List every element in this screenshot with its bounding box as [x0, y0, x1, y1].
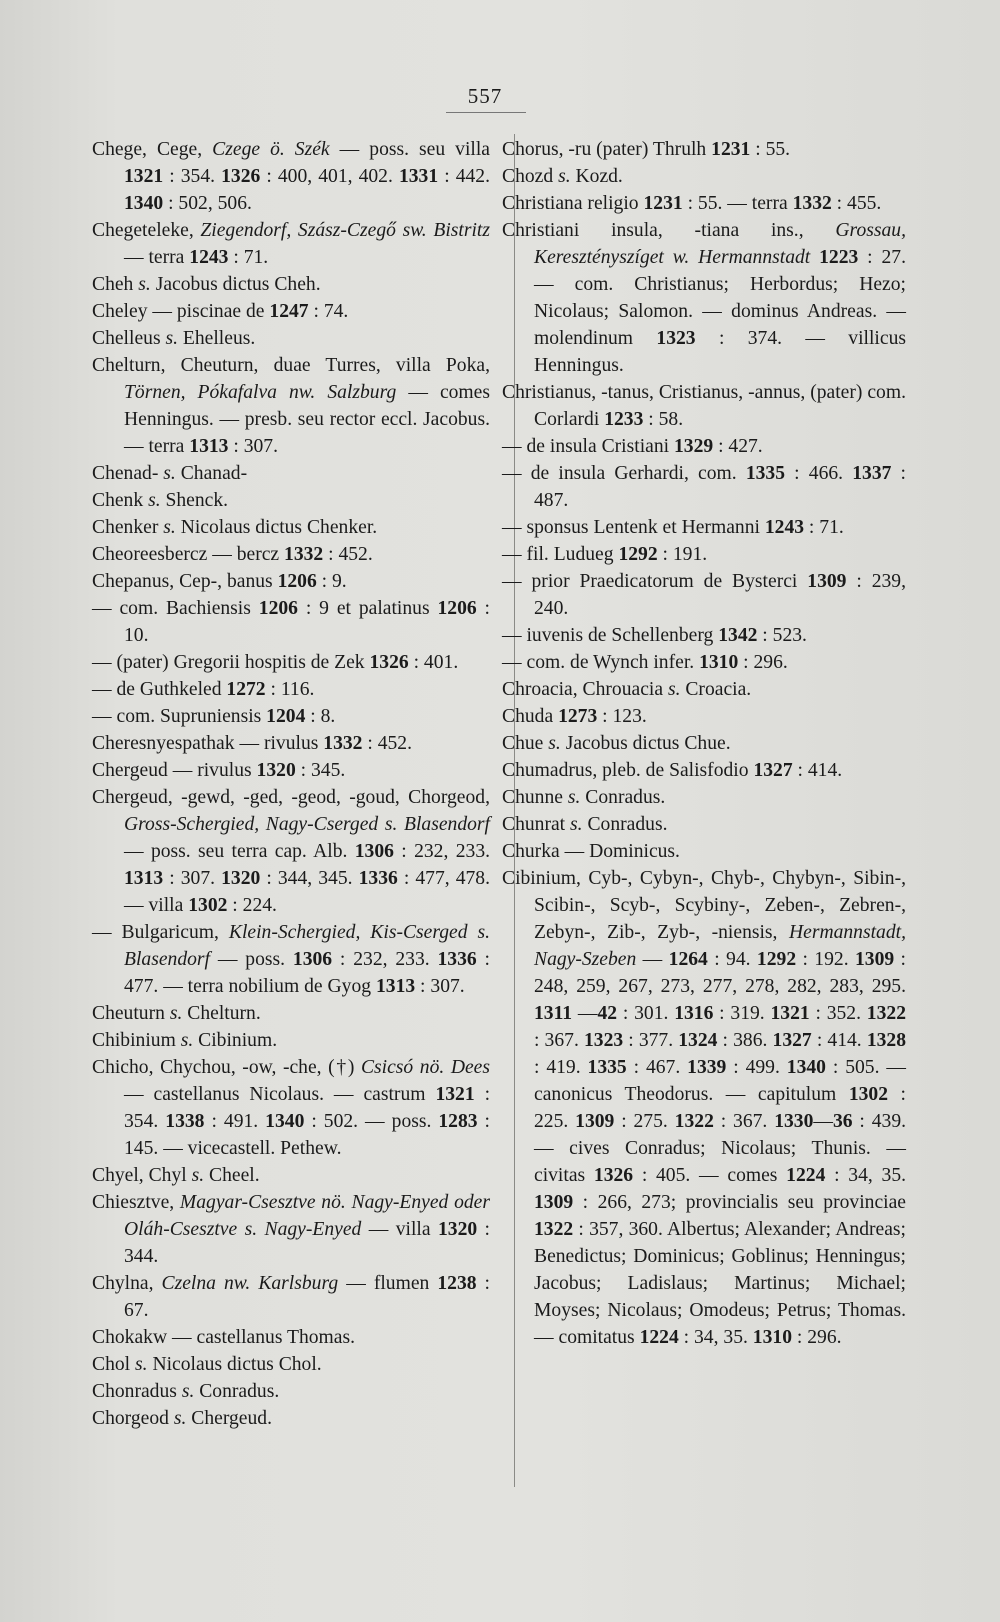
index-entry: Chelturn, Cheuturn, duae Turres, villa Poka, Törnen, Pókafalva nw. Salzburg — comes Henningus. — presb. seu rector eccl. Jacobus. — terra 1313 : 307. — [92, 355, 490, 457]
index-entry: Chepanus, Cep-, banus 1206 : 9. — [92, 571, 347, 592]
index-entry: — sponsus Lentenk et Hermanni 1243 : 71. — [502, 517, 844, 538]
index-entry: Chiesztve, Magyar-Csesztve nö. Nagy-Enyed oder Oláh-Csesztve s. Nagy-Enyed — villa 1320 : 344. — [92, 1192, 491, 1267]
index-entry: Chibinium s. Cibinium. — [92, 1030, 278, 1051]
index-entry: Cheoreesbercz — bercz 1332 : 452. — [92, 544, 373, 565]
index-entry: — de insula Gerhardi, com. 1335 : 466. 1337 : 487. — [502, 463, 907, 511]
index-column-right — [502, 136, 906, 1351]
index-entry: Chenker s. Nicolaus dictus Chenker. — [92, 517, 378, 538]
index-entry: Chumadrus, pleb. de Salisfodio 1327 : 414. — [502, 760, 843, 781]
index-entry: Cheh s. Jacobus dictus Cheh. — [92, 274, 321, 295]
index-entry: — de Guthkeled 1272 : 116. — [92, 679, 315, 700]
index-column-left — [92, 136, 490, 1432]
index-entry: — com. de Wynch infer. 1310 : 296. — [502, 652, 788, 673]
index-entry: Chol s. Nicolaus dictus Chol. — [92, 1354, 322, 1375]
index-entry: Chuda 1273 : 123. — [502, 706, 647, 727]
page-number: 557 — [467, 84, 503, 108]
index-entry: Chue s. Jacobus dictus Chue. — [502, 733, 731, 754]
index-entry: Chorus, -ru (pater) Thrulh 1231 : 55. — [502, 139, 791, 160]
index-entry: Cheuturn s. Chelturn. — [92, 1003, 261, 1024]
index-entry: Chergeud — rivulus 1320 : 345. — [92, 760, 346, 781]
index-entry: Cheley — piscinae de 1247 : 74. — [92, 301, 349, 322]
index-entry: Chunne s. Conradus. — [502, 787, 666, 808]
index-entry: Chonradus s. Conradus. — [92, 1381, 280, 1402]
index-entry: Cibinium, Cyb-, Cybyn-, Chyb-, Chybyn-, Sibin-, Scibin-, Scyb-, Scybiny-, Zeben-, Zebren-, Zebyn-, Zib-, Zyb-, -niensis, Hermannstadt, Nagy-Szeben — 1264 : 94. 1292 : 192. 1309 : 248, 259, 267, 273, 277, 278, 282, 283, 295. 1311 —42 : 301. 1316 : 319. 1321 : 352. 1322 : 367. 1323 : 377. 1324 : 386. 1327 : 414. 1328 : 419. 1335 : 467. 1339 : 499. 1340 : 505. — canonicus Theodorus. — capitulum 1302 : 225. 1309 : 275. 1322 : 367. 1330—36 : 439. — cives Conradus; Nicolaus; Thunis. — civitas 1326 : 405. — comes 1224 : 34, 35. 1309 : 266, 273; provincialis seu provinciae 1322 : 357, 360. Albertus; Alexander; Andreas; Benedictus; Dominicus; Goblinus; Henningus; Jacobus; Ladislaus; Martinus; Michael; Moyses; Nicolaus; Omodeus; Petrus; Thomas. — comitatus 1224 : 34, 35. 1310 : 296. — [502, 868, 907, 1348]
index-entry: Chelleus s. Ehelleus. — [92, 328, 256, 349]
index-entry: Cheresnyespathak — rivulus 1332 : 452. — [92, 733, 412, 754]
index-entry: — fil. Ludueg 1292 : 191. — [502, 544, 708, 565]
index-entry: Chenk s. Shenck. — [92, 490, 229, 511]
index-entry: Chicho, Chychou, -ow, -che, (†) Csicsó nö. Dees — castellanus Nicolaus. — castrum 1321 : 354. 1338 : 491. 1340 : 502. — poss. 1283 : 145. — vicecastell. Pethew. — [92, 1057, 491, 1159]
index-entry: Chozd s. Kozd. — [502, 166, 623, 187]
index-entry: — Bulgaricum, Klein-Schergied, Kis-Cserged s. Blasendorf — poss. 1306 : 232, 233. 1336 : 477. — terra nobilium de Gyog 1313 : 307. — [92, 922, 490, 997]
index-entry: — de insula Cristiani 1329 : 427. — [502, 436, 763, 457]
index-entry: Chenad- s. Chanad- — [92, 463, 248, 484]
index-entry: Chylna, Czelna nw. Karlsburg — flumen 1238 : 67. — [92, 1273, 490, 1321]
index-entry: Chunrat s. Conradus. — [502, 814, 668, 835]
index-entry: Chegeteleke, Ziegendorf, Szász-Czegő sw. Bistritz — terra 1243 : 71. — [92, 220, 490, 268]
index-entry: — (pater) Gregorii hospitis de Zek 1326 : 401. — [92, 652, 459, 673]
index-entry: Churka — Dominicus. — [502, 841, 680, 862]
index-entry: — iuvenis de Schellenberg 1342 : 523. — [502, 625, 807, 646]
index-entry: Christianus, -tanus, Cristianus, -annus, (pater) com. Corlardi 1233 : 58. — [502, 382, 906, 430]
index-entry: Christiana religio 1231 : 55. — terra 1332 : 455. — [502, 193, 882, 214]
index-entry: — prior Praedicatorum de Bysterci 1309 : 239, 240. — [502, 571, 907, 619]
index-entry: Chokakw — castellanus Thomas. — [92, 1327, 356, 1348]
index-entry: — com. Supruniensis 1204 : 8. — [92, 706, 336, 727]
index-entry: Chroacia, Chrouacia s. Croacia. — [502, 679, 752, 700]
index-entry: Chyel, Chyl s. Cheel. — [92, 1165, 260, 1186]
index-entry: Chorgeod s. Chergeud. — [92, 1408, 272, 1429]
page-number-rule — [446, 112, 526, 113]
index-entry: Chergeud, -gewd, -ged, -geod, -goud, Chorgeod, Gross-Schergied, Nagy-Cserged s. Blasendorf — poss. seu terra cap. Alb. 1306 : 232, 233. 1313 : 307. 1320 : 344, 345. 1336 : 477, 478. — villa 1302 : 224. — [92, 787, 491, 916]
index-entry: — com. Bachiensis 1206 : 9 et palatinus 1206 : 10. — [92, 598, 490, 646]
index-entry: Chege, Cege, Czege ö. Szék — poss. seu villa 1321 : 354. 1326 : 400, 401, 402. 1331 : 442. 1340 : 502, 506. — [92, 139, 491, 214]
index-entry: Christiani insula, -tiana ins., Grossau, Keresztényszíget w. Hermannstadt 1223 : 27. — com. Christianus; Herbordus; Hezo; Nicolaus; Salomon. — dominus Andreas. — molendinum 1323 : 374. — villicus Henningus. — [502, 220, 906, 376]
